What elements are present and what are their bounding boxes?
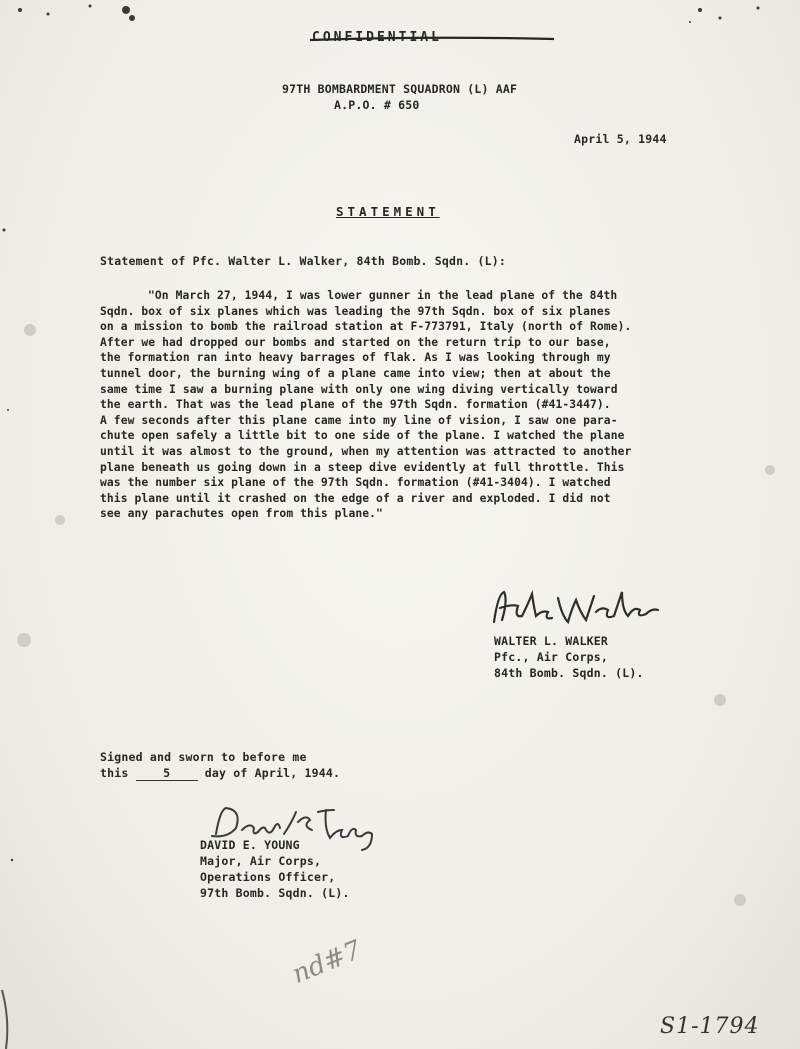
body-line: until it was almost to the ground, when my attention was attracted to another: [100, 444, 632, 458]
body-line: plane beneath us going down in a steep dive evidently at full throttle. This: [100, 460, 625, 474]
walker-signature: [488, 586, 664, 632]
statement-heading: STATEMENT: [336, 204, 440, 219]
sworn-line: Signed and sworn to before me: [100, 750, 307, 764]
young-title: Operations Officer,: [200, 870, 336, 884]
body-line: chute open safely a little bit to one side of the plane. I watched the plane: [100, 429, 625, 443]
body-line: "On March 27, 1944, I was lower gunner in the lead plane of the 84th: [148, 289, 618, 302]
young-unit: 97th Bomb. Sqdn. (L).: [200, 886, 350, 900]
sworn-rest: day of April, 1944.: [204, 766, 341, 780]
body-line: A few seconds after this plane came into my line of vision, I saw one para-: [100, 413, 618, 427]
file-number: S1-1794: [660, 1014, 760, 1039]
walker-rank: Pfc., Air Corps,: [494, 650, 608, 664]
walker-unit: 84th Bomb. Sqdn. (L).: [494, 666, 644, 680]
document-date: April 5, 1944: [574, 132, 667, 146]
unit-apo: A.P.O. # 650: [334, 98, 420, 112]
body-line: Sqdn. box of six planes which was leading the 97th Sqdn. box of six planes: [100, 304, 611, 318]
body-line: the earth. That was the lead plane of the 97th Sqdn. formation (#41-3447).: [100, 398, 611, 412]
classification-marking: CONFIDENTIAL: [312, 30, 442, 45]
body-line: same time I saw a burning plane with only one wing diving vertically toward: [100, 382, 618, 396]
body-line: After we had dropped our bombs and started on the return trip to our base,: [100, 335, 611, 349]
body-line: the formation ran into heavy barrages of flak. As I was looking through my: [100, 351, 611, 365]
body-line: see any parachutes open from this plane.": [100, 507, 383, 521]
sworn-day: 5: [136, 766, 198, 781]
strike-through-mark: [308, 34, 556, 44]
walker-name: WALTER L. WALKER: [494, 634, 608, 648]
body-line: tunnel door, the burning wing of a plane came into view; then at about the: [100, 366, 611, 380]
statement-body: [100, 288, 740, 522]
body-line: was the number six plane of the 97th Sqdn. formation (#41-3404). I watched: [100, 476, 611, 490]
unit-name: 97TH BOMBARDMENT SQUADRON (L) AAF: [282, 82, 518, 96]
sworn-this: this: [100, 766, 129, 780]
handwritten-note: nd#7: [288, 935, 366, 990]
young-name: DAVID E. YOUNG: [200, 838, 300, 852]
statement-intro: Statement of Pfc. Walter L. Walker, 84th Bomb. Sqdn. (L):: [100, 254, 507, 268]
sworn-date-line: [100, 766, 340, 781]
body-line: this plane until it crashed on the edge of a river and exploded. I did not: [100, 491, 611, 505]
body-line: on a mission to bomb the railroad station at F-773791, Italy (north of Rome).: [100, 320, 632, 334]
young-rank: Major, Air Corps,: [200, 854, 322, 868]
